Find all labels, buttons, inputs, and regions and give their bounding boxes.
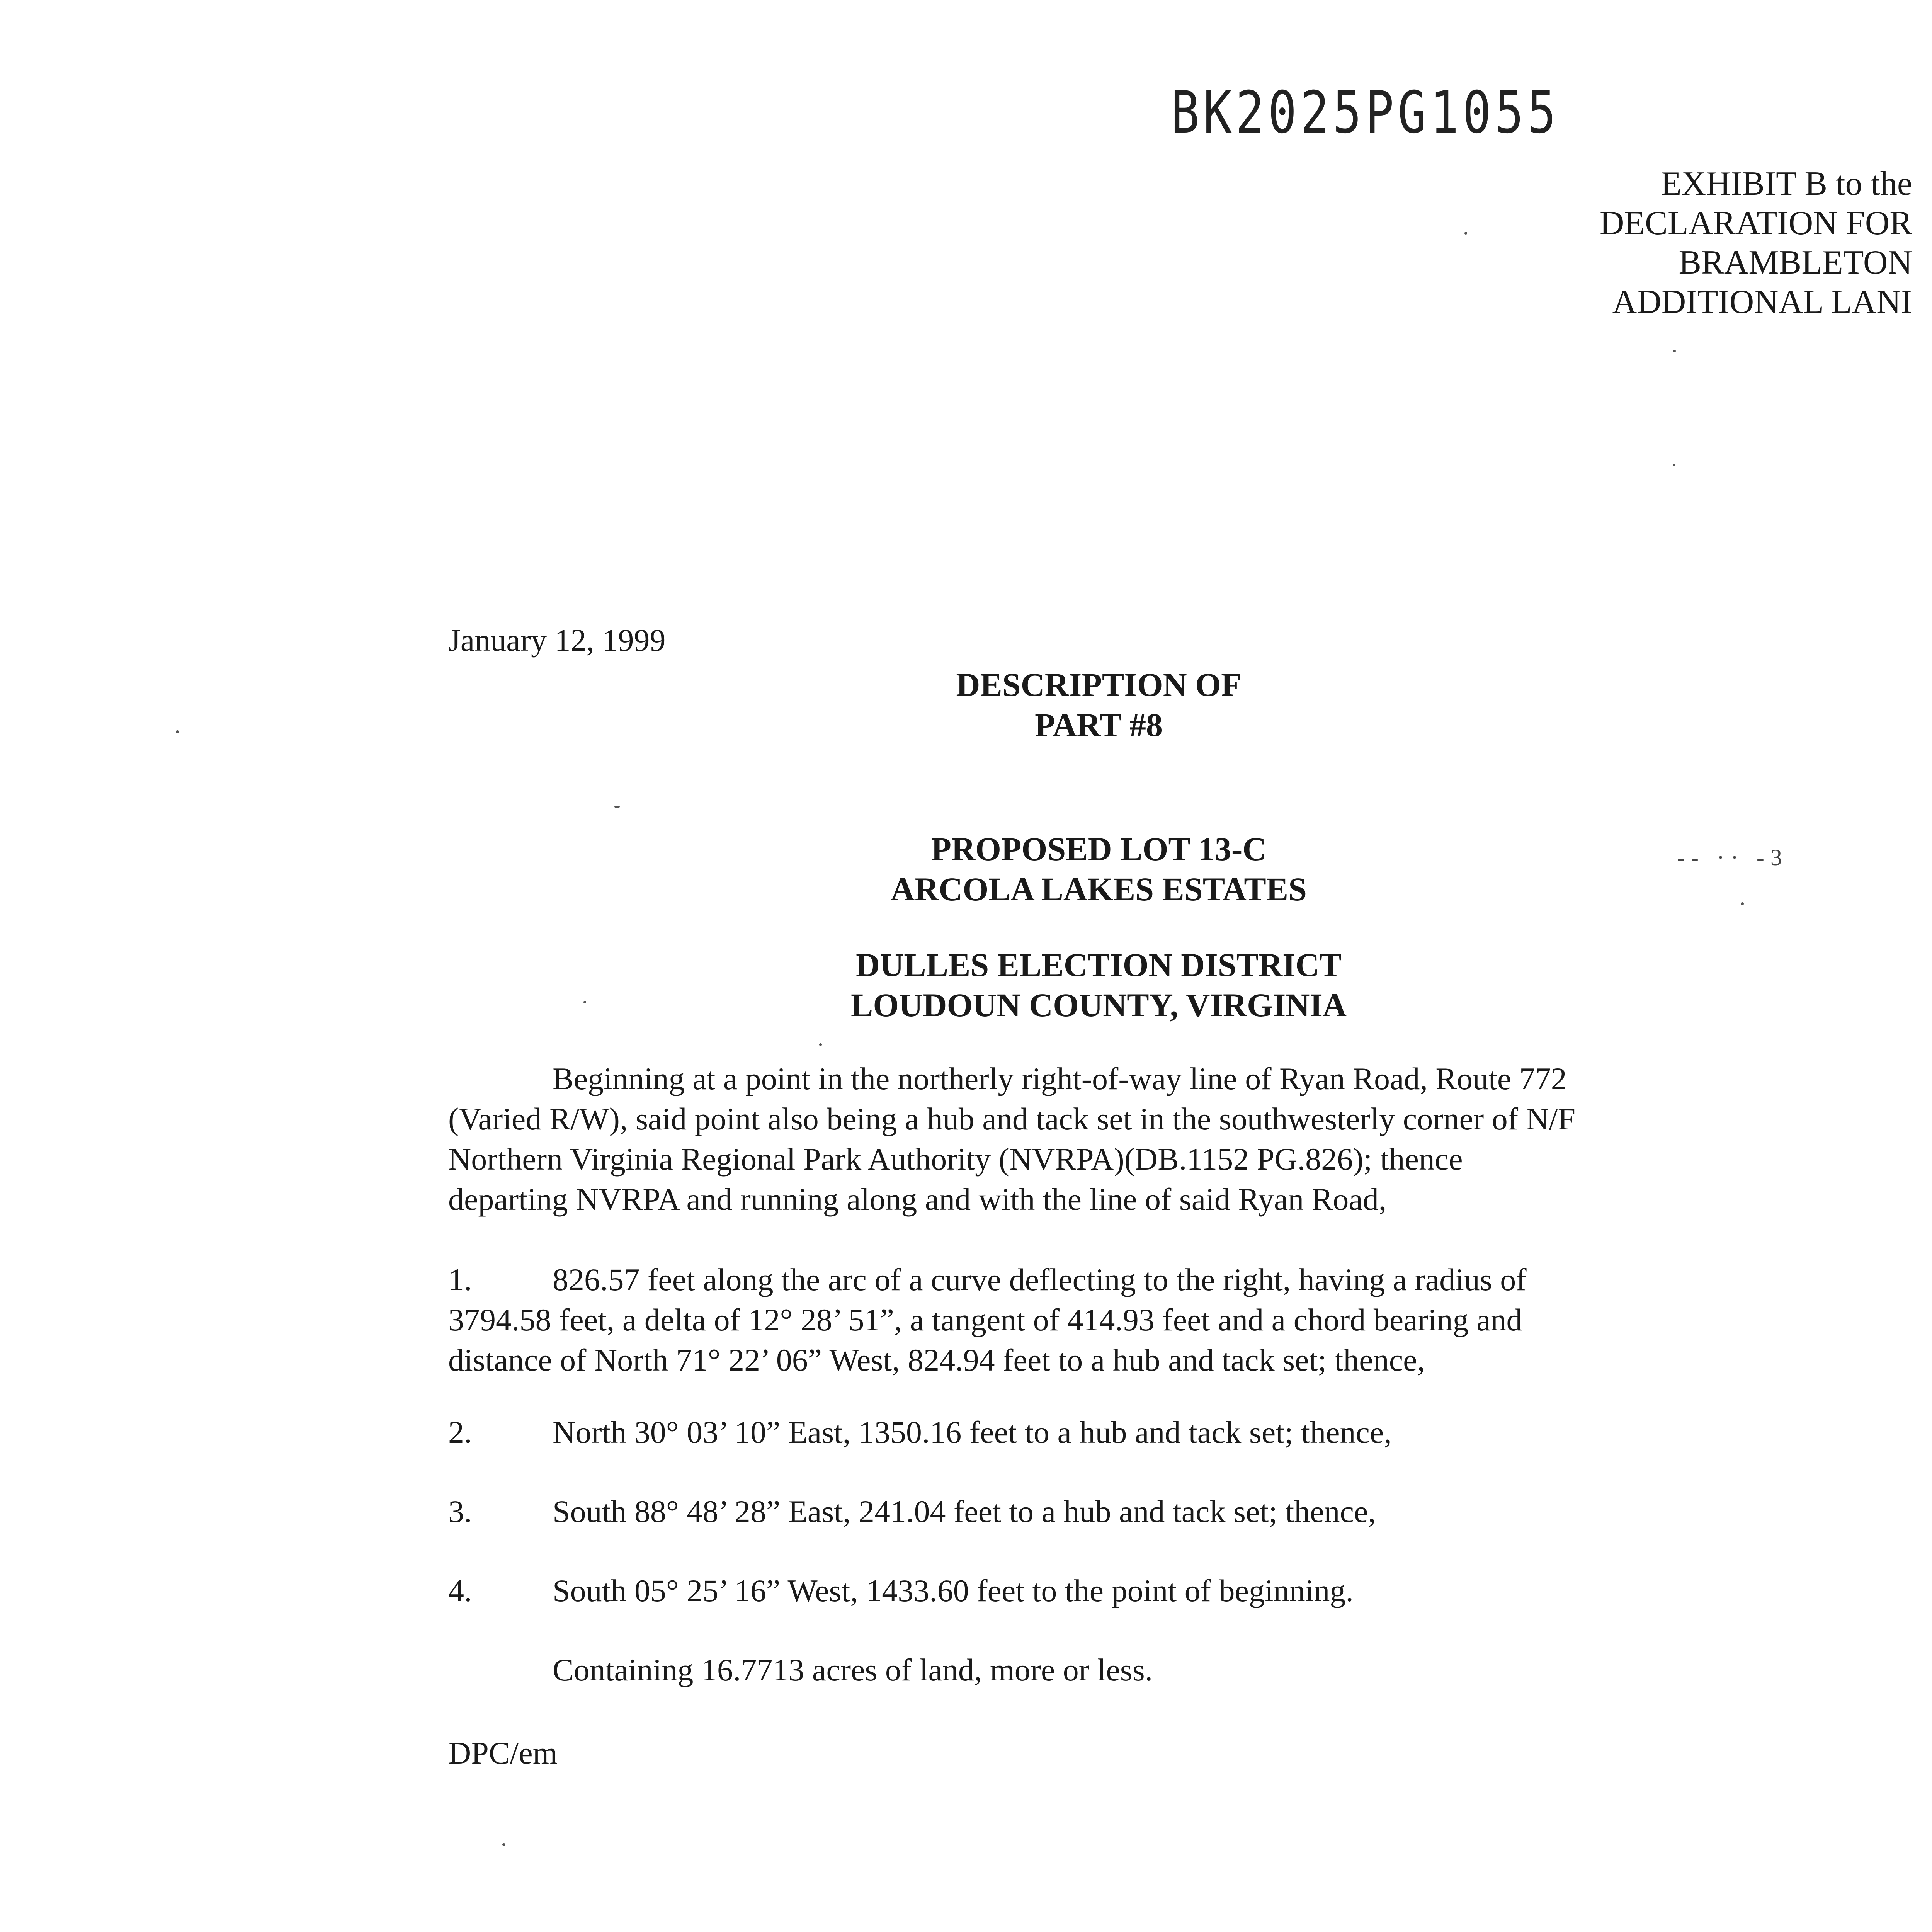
course-3	[448, 1493, 1376, 1530]
paragraph-line: 3794.58 feet, a delta of 12° 28’ 51”, a tangent of 414.93 feet and a chord bearing and	[448, 1302, 1522, 1337]
description-heading	[81, 665, 1932, 745]
course-number: 4.	[448, 1573, 472, 1608]
course-text: 826.57 feet along the arc of a curve deflecting to the right, having a radius of	[553, 1262, 1527, 1297]
course-number: 3.	[448, 1494, 472, 1529]
exhibit-line: DECLARATION FOR	[1599, 204, 1912, 242]
heading-line: DESCRIPTION OF	[956, 666, 1242, 703]
exhibit-line: BRAMBLETON	[1679, 244, 1912, 281]
exhibit-line: ADDITIONAL LANI	[1612, 283, 1912, 321]
exhibit-caption	[1449, 164, 1912, 322]
intro-paragraph	[448, 1059, 1575, 1219]
lot-heading	[81, 829, 1932, 909]
scan-speck	[614, 806, 620, 808]
scan-speck	[1741, 902, 1744, 905]
paragraph-line: distance of North 71° 22’ 06” West, 824.94 feet to a hub and tack set; thence,	[448, 1342, 1425, 1378]
heading-line: LOUDOUN COUNTY, VIRGINIA	[850, 986, 1347, 1024]
heading-line: DULLES ELECTION DISTRICT	[856, 946, 1342, 983]
scan-speck	[583, 1001, 586, 1003]
scan-speck	[1673, 464, 1675, 466]
course-4	[448, 1573, 1354, 1609]
paragraph-line: Beginning at a point in the northerly right-of-way line of Ryan Road, Route 772	[553, 1061, 1567, 1096]
heading-line: PART #8	[1035, 706, 1163, 743]
district-heading	[81, 945, 1932, 1025]
document-date: January 12, 1999	[448, 622, 666, 658]
paragraph-line: Northern Virginia Regional Park Authority (NVRPA)(DB.1152 PG.826); thence	[448, 1141, 1463, 1177]
paragraph-line: departing NVRPA and running along and with the line of said Ryan Road,	[448, 1182, 1387, 1217]
course-text: North 30° 03’ 10” East, 1350.16 feet to a hub and tack set; thence,	[553, 1415, 1392, 1450]
heading-line: PROPOSED LOT 13-C	[931, 830, 1267, 867]
course-text: South 05° 25’ 16” West, 1433.60 feet to the point of beginning.	[553, 1573, 1354, 1608]
heading-line: ARCOLA LAKES ESTATES	[891, 871, 1307, 908]
scan-speck	[176, 730, 179, 733]
course-2	[448, 1414, 1392, 1451]
scan-speck	[1673, 350, 1676, 352]
scan-speck	[1464, 232, 1467, 235]
paragraph-line	[448, 1260, 1527, 1300]
course-number: 1.	[448, 1262, 472, 1297]
paragraph-line: (Varied R/W), said point also being a hub and tack set in the southwesterly corner of N/F	[448, 1101, 1576, 1136]
scan-speck	[819, 1043, 822, 1046]
course-number: 2.	[448, 1415, 472, 1450]
acreage-statement: Containing 16.7713 acres of land, more or less.	[553, 1652, 1153, 1687]
scan-speck	[502, 1843, 505, 1846]
course-1	[448, 1260, 1527, 1380]
exhibit-line: EXHIBIT B to the	[1661, 165, 1912, 202]
margin-mark: -- ·· -3	[1677, 845, 1788, 870]
author-initials: DPC/em	[448, 1735, 558, 1770]
book-page-stamp: BK2025PG1055	[1171, 79, 1560, 146]
course-text: South 88° 48’ 28” East, 241.04 feet to a hub and tack set; thence,	[553, 1494, 1376, 1529]
